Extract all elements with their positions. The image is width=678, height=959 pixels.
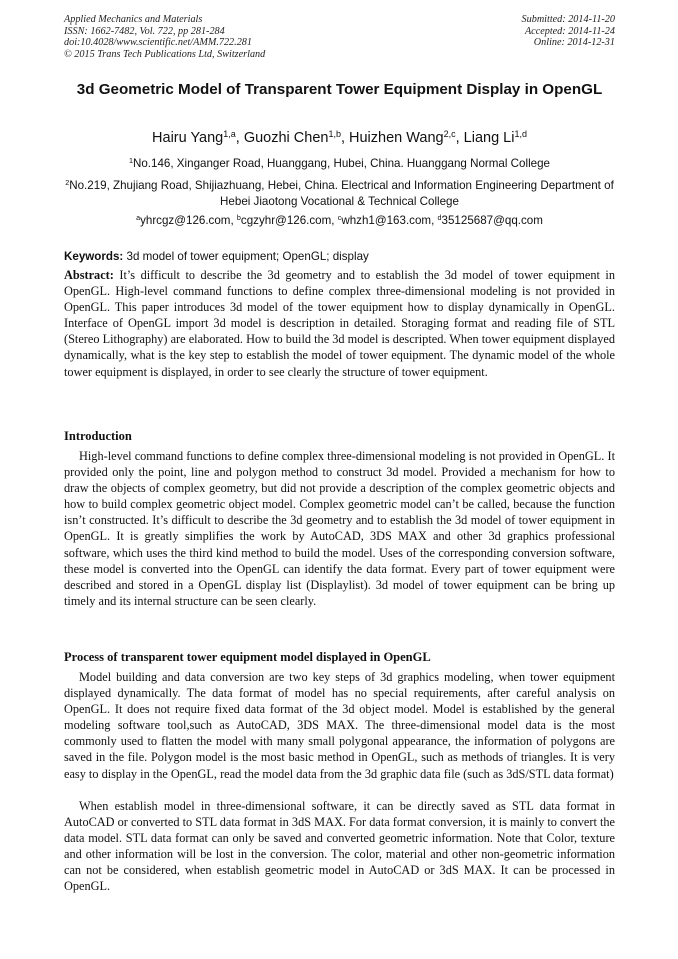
author-name: Huizhen Wang	[349, 130, 444, 146]
author-list	[64, 129, 615, 147]
keywords-label: Keywords:	[64, 250, 124, 263]
copyright-line: © 2015 Trans Tech Publications Ltd, Switzerland	[64, 48, 266, 60]
author-name: Hairu Yang	[152, 130, 224, 146]
author-separator: ,	[235, 130, 244, 146]
author-name: Guozhi Chen	[243, 130, 329, 146]
author-name: Liang Li	[463, 130, 515, 146]
process-paragraph-2: When establish model in three-dimensional software, it can be directly saved as STL data format in AutoCAD or converted to STL data format in 3dS MAX. For data format conversion, it is mainly to convert the data model. STL data format can only be saved and converted geometric information. Note that Color, texture and other information will be lost in the conversion. The color, material and other non-geometric information can not be considered, when establish geometric model in AutoCAD or 3dS MAX. It can be processed in OpenGL.	[64, 799, 615, 894]
affiliation-mark: 2	[65, 178, 70, 188]
journal-name: Applied Mechanics and Materials	[64, 14, 203, 25]
online-date: Online: 2014-12-31	[533, 37, 615, 49]
email-address: whzh1@163.com,	[341, 214, 438, 227]
affiliation-1	[64, 156, 615, 172]
introduction-paragraph: High-level command functions to define complex three-dimensional modeling is not provided in OpenGL. It provided only the point, line and polygon method to construct 3d model. Provided a mechanism for how to draw the objects of complex geometry, but did not provide a description of the complex geometric objects and how to build complex geometric object model. Complex geometric model can’t be called, because the function isn’t constructed. It’s difficult to describe the 3d geometry and to establish the 3d model of tower equipment in OpenGL. It is greatly simplifies the work by AutoCAD, 3DS MAX and other 3d graphics professional software, which uses the third kind method to build the model. Uses of the corresponding conversion software, these model is converted into the OpenGL can identify the data format. Every part of tower equipment were described and stored in a OpenGL display list (Displaylist). 3d model of tower equipment can be bring up timely and its internal structure can be seen clearly.	[64, 449, 615, 608]
author-emails	[64, 213, 615, 229]
submission-dates	[522, 14, 615, 49]
author-separator: ,	[455, 130, 464, 146]
author-affiliation-mark: 2,c	[443, 129, 456, 140]
email-mark: d	[437, 213, 442, 223]
journal-info	[64, 14, 265, 60]
author-affiliation-mark: 1,d	[514, 129, 527, 140]
paper-title: 3d Geometric Model of Transparent Tower Equipment Display in OpenGL	[76, 81, 603, 98]
email-mark: b	[236, 213, 241, 223]
email-address: 35125687@qq.com	[441, 214, 543, 227]
keywords-text: 3d model of tower equipment; OpenGL; display	[123, 250, 369, 263]
submitted-date: Submitted: 2014-11-20	[521, 14, 615, 25]
email-address: cgzyhr@126.com,	[240, 214, 338, 227]
accepted-date: Accepted: 2014-11-24	[524, 25, 615, 37]
abstract-text: It’s difficult to describe the 3d geometry and to establish the 3d model of tower equipment in OpenGL. High-level command functions to define complex three-dimensional modeling is not provided in OpenGL. This paper introduces 3d model of the tower equipment how to display dynamically in OpenGL. Interface of OpenGL import 3d model is description in detailed. Storaging format and reading file of STL (Stereo Lithography) are elaborated. How to build the 3d model is descripted. When tower equipment displayed dynamically, what is the key step to establish the model of tower equipment. The dynamic model of the whole tower equipment is displayed, in order to see clearly the structure of tower equipment.	[64, 268, 615, 379]
issn-line: ISSN: 1662-7482, Vol. 722, pp 281-284	[64, 25, 225, 37]
affiliation-text: No.146, Xinganger Road, Huanggang, Hubei, China. Huanggang Normal College	[132, 157, 550, 170]
affiliation-mark: 1	[128, 156, 133, 166]
abstract-label: Abstract:	[64, 268, 114, 282]
abstract	[64, 267, 615, 380]
email-mark: c	[337, 213, 342, 223]
affiliation-text: No.219, Zhujiang Road, Shijiazhuang, Hebei, China. Electrical and Information Engineering Department of Hebei Jiaotong Vocational & Technical College	[69, 179, 614, 208]
doi-line: doi:10.4028/www.scientific.net/AMM.722.281	[64, 37, 252, 49]
author-separator: ,	[340, 130, 350, 146]
email-mark: a	[136, 213, 141, 223]
section-heading-process: Process of transparent tower equipment model displayed in OpenGL	[64, 650, 431, 664]
email-address: yhrcgz@126.com,	[140, 214, 237, 227]
affiliation-2	[64, 178, 615, 210]
author-affiliation-mark: 1,a	[223, 129, 236, 140]
keywords	[64, 249, 615, 265]
author-affiliation-mark: 1,b	[328, 129, 341, 140]
process-paragraph-1: Model building and data conversion are two key steps of 3d graphics modeling, when tower equipment displayed dynamically. The data format of model has no special requirements, after careful analysis on OpenGL. It does not require fixed data format of the 3d object model. Model is established by the general modeling software tool,such as AutoCAD, 3DS MAX. The three-dimensional model data is the most commonly used to flatten the model with many small polygonal appearance, the information of polygons are saved in the file. Polygon model is the most basic method in OpenGL, such as methods of triangles. It is very easy to display in the OpenGL, read the model data from the 3d graphic data file (such as 3dS/STL data format)	[64, 670, 615, 781]
section-heading-introduction: Introduction	[64, 429, 132, 443]
